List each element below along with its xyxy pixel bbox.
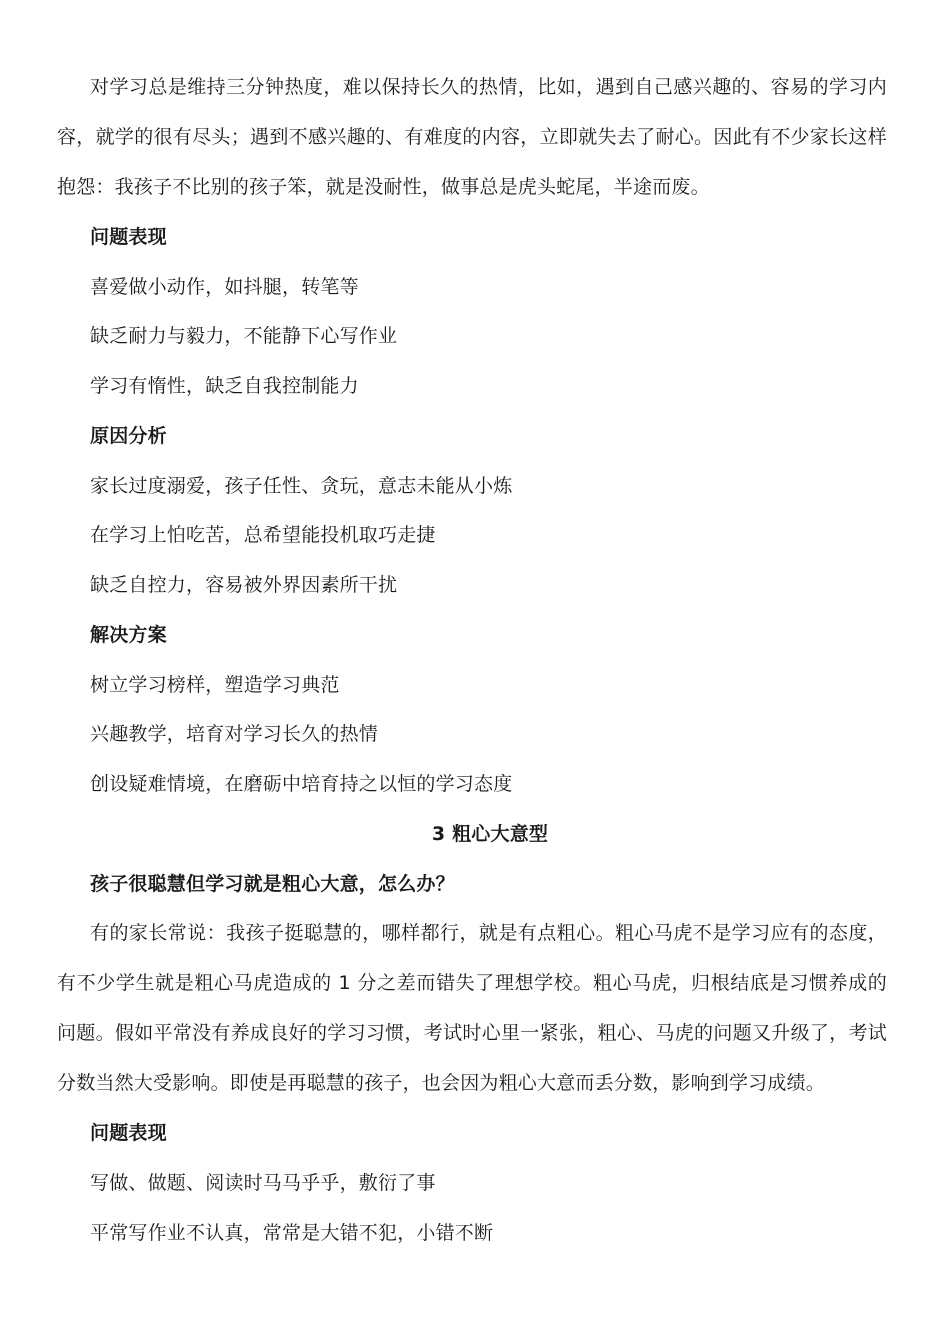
section3-problems-heading: 问题表现 bbox=[90, 1122, 167, 1144]
section3-problem-item: 写做、做题、阅读时马马乎乎，敷衍了事 bbox=[90, 1172, 436, 1194]
section2-intro-paragraph: 对学习总是维持三分钟热度，难以保持长久的热情，比如，遇到自己感兴趣的、容易的学习内容，就学的很有尽头；遇到不感兴趣的、有难度的内容，立即就失去了耐心。因此有不少家长这样抱怨：我孩子不比别的孩子笨，就是没耐性，做事总是虎头蛇尾，半途而废。 bbox=[57, 76, 887, 198]
section2-problem-item: 喜爱做小动作，如抖腿，转笔等 bbox=[90, 276, 359, 298]
section2-solution-item: 兴趣教学，培育对学习长久的热情 bbox=[90, 723, 379, 745]
section2-problems-heading: 问题表现 bbox=[90, 226, 167, 248]
section3-question-heading: 孩子很聪慧但学习就是粗心大意，怎么办？ bbox=[90, 873, 455, 895]
section2-cause-item: 缺乏自控力，容易被外界因素所干扰 bbox=[90, 574, 398, 596]
section3-intro-paragraph: 有的家长常说：我孩子挺聪慧的，哪样都行，就是有点粗心。粗心马虎不是学习应有的态度，有不少学生就是粗心马虎造成的 1 分之差而错失了理想学校。粗心马虎，归根结底是习惯养成的问题。假如平常没有养成良好的学习习惯，考试时心里一紧张，粗心、马虎的问题又升级了，考试分数当然大受影响。即使是再聪慧的孩子，也会因为粗心大意而丢分数，影响到学习成绩。 bbox=[57, 922, 887, 1094]
section2-cause-item: 在学习上怕吃苦，总希望能投机取巧走捷 bbox=[90, 524, 436, 546]
section3-problem-item: 平常写作业不认真，常常是大错不犯，小错不断 bbox=[90, 1222, 494, 1244]
section2-solutions-heading: 解决方案 bbox=[90, 624, 167, 646]
section2-cause-item: 家长过度溺爱，孩子任性、贪玩，意志未能从小炼 bbox=[90, 475, 513, 497]
section2-problem-item: 缺乏耐力与毅力，不能静下心写作业 bbox=[90, 325, 398, 347]
section2-causes-heading: 原因分析 bbox=[90, 425, 167, 447]
section2-solution-item: 树立学习榜样，塑造学习典范 bbox=[90, 674, 340, 696]
section3-title: 3 粗心大意型 bbox=[431, 823, 549, 845]
section2-problem-item: 学习有惰性，缺乏自我控制能力 bbox=[90, 375, 359, 397]
section2-solution-item: 创设疑难情境，在磨砺中培育持之以恒的学习态度 bbox=[90, 773, 513, 795]
